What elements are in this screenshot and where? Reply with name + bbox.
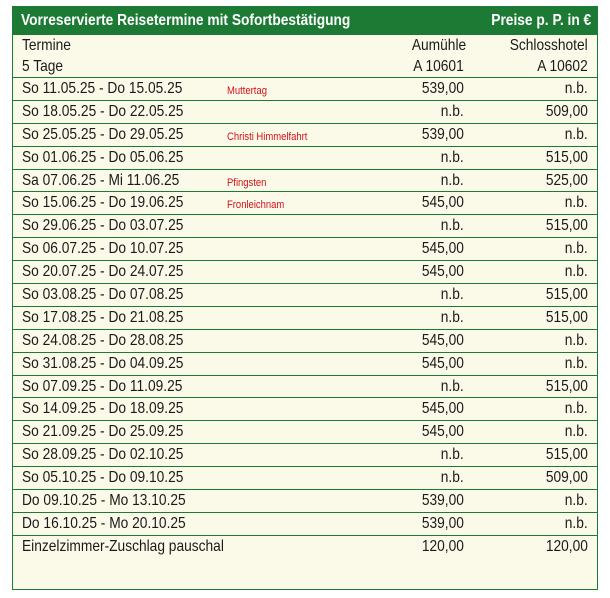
row-date-range: Do 16.10.25 - Mo 20.10.25 (22, 514, 186, 532)
row-price-hotel-a: 545,00 (421, 240, 464, 258)
row-date-range: So 11.05.25 - Do 15.05.25 (22, 80, 183, 97)
surcharge-price-b: 120,00 (545, 537, 588, 555)
row-price-hotel-b: 509,00 (545, 102, 588, 120)
column-header-hotel-a: Aumühle (411, 37, 466, 54)
table-row (13, 376, 597, 399)
row-price-hotel-b: n.b. (565, 80, 588, 97)
table-row (13, 284, 597, 307)
row-price-hotel-a: n.b. (441, 148, 464, 166)
row-holiday-note: Fronleichnam (227, 199, 285, 212)
row-price-hotel-a: n.b. (441, 171, 464, 189)
row-price-hotel-b: n.b. (565, 194, 588, 212)
column-header-row-2 (13, 56, 597, 78)
row-date-range: So 18.05.25 - Do 22.05.25 (22, 102, 184, 120)
row-price-hotel-b: 515,00 (545, 446, 588, 464)
column-header-row-1 (13, 35, 597, 56)
row-price-hotel-a: 539,00 (421, 492, 464, 510)
row-date-range: So 05.10.25 - Do 09.10.25 (22, 469, 184, 487)
row-price-hotel-a: 545,00 (421, 354, 464, 372)
row-price-hotel-a: 545,00 (421, 331, 464, 349)
row-date-range: So 21.09.25 - Do 25.09.25 (22, 423, 184, 441)
row-date-range: So 01.06.25 - Do 05.06.25 (22, 148, 184, 166)
row-price-hotel-b: 515,00 (545, 148, 588, 166)
row-date-range: Sa 07.06.25 - Mi 11.06.25 (22, 171, 180, 189)
price-note: Preise p. P. in € (491, 12, 591, 29)
row-date-range: So 29.06.25 - Do 03.07.25 (22, 217, 184, 235)
row-price-hotel-a: 539,00 (421, 80, 464, 97)
row-date-range: So 24.08.25 - Do 28.08.25 (22, 331, 184, 349)
row-price-hotel-b: n.b. (565, 263, 588, 281)
table-header-bar (13, 7, 597, 35)
row-price-hotel-a: n.b. (441, 217, 464, 235)
row-holiday-note: Pfingsten (227, 176, 267, 189)
row-price-hotel-b: 515,00 (545, 286, 588, 304)
row-holiday-note: Muttertag (227, 85, 267, 97)
row-date-range: So 20.07.25 - Do 24.07.25 (22, 263, 184, 281)
table-row (13, 467, 597, 490)
row-price-hotel-a: 545,00 (421, 263, 464, 281)
table-row (13, 101, 597, 124)
column-header-termine: Termine (22, 37, 71, 54)
table-row (13, 170, 597, 193)
row-price-hotel-b: 525,00 (545, 171, 588, 189)
table-row (13, 398, 597, 421)
row-price-hotel-b: n.b. (565, 354, 588, 372)
row-price-hotel-b: 515,00 (545, 217, 588, 235)
table-title: Vorreservierte Reisetermine mit Sofortbestätigung (21, 12, 351, 29)
surcharge-price-a: 120,00 (421, 537, 464, 555)
table-body (13, 78, 597, 536)
table-row (13, 513, 597, 536)
row-price-hotel-b: n.b. (565, 240, 588, 258)
row-price-hotel-a: 545,00 (421, 423, 464, 441)
row-price-hotel-a: n.b. (441, 308, 464, 326)
row-price-hotel-b: n.b. (565, 423, 588, 441)
row-price-hotel-a: 545,00 (421, 400, 464, 418)
table-row (13, 353, 597, 376)
table-row (13, 147, 597, 170)
table-row (13, 330, 597, 353)
row-date-range: So 06.07.25 - Do 10.07.25 (22, 240, 184, 258)
row-price-hotel-b: 509,00 (545, 469, 588, 487)
row-date-range: So 14.09.25 - Do 18.09.25 (22, 400, 184, 418)
row-price-hotel-a: n.b. (441, 469, 464, 487)
row-price-hotel-a: 539,00 (421, 514, 464, 532)
row-date-range: So 17.08.25 - Do 21.08.25 (22, 308, 184, 326)
row-price-hotel-b: 515,00 (545, 377, 588, 395)
column-header-code-b: A 10602 (537, 58, 588, 75)
price-table (13, 35, 597, 559)
row-date-range: So 07.09.25 - Do 11.09.25 (22, 377, 183, 395)
row-date-range: So 31.08.25 - Do 04.09.25 (22, 354, 184, 372)
table-row (13, 307, 597, 330)
table-row (13, 238, 597, 261)
surcharge-row (13, 536, 597, 559)
row-price-hotel-a: n.b. (441, 446, 464, 464)
row-date-range: So 25.05.25 - Do 29.05.25 (22, 125, 184, 143)
row-price-hotel-b: n.b. (565, 400, 588, 418)
column-header-hotel-b: Schlosshotel (509, 37, 588, 54)
column-header-code-a: A 10601 (413, 58, 464, 75)
table-row (13, 215, 597, 238)
column-header-days: 5 Tage (22, 58, 64, 75)
table-row (13, 261, 597, 284)
price-table-frame (12, 6, 598, 590)
table-row (13, 421, 597, 444)
table-row (13, 192, 597, 215)
row-date-range: So 28.09.25 - Do 02.10.25 (22, 446, 184, 464)
row-price-hotel-b: 515,00 (545, 308, 588, 326)
row-price-hotel-a: n.b. (441, 286, 464, 304)
table-row (13, 490, 597, 513)
row-price-hotel-b: n.b. (565, 125, 588, 143)
row-price-hotel-a: n.b. (441, 102, 464, 120)
row-price-hotel-a: 539,00 (421, 125, 464, 143)
row-price-hotel-b: n.b. (565, 492, 588, 510)
table-row (13, 444, 597, 467)
row-date-range: So 03.08.25 - Do 07.08.25 (22, 286, 184, 304)
surcharge-label: Einzelzimmer-Zuschlag pauschal (22, 537, 224, 555)
table-row (13, 124, 597, 147)
row-price-hotel-a: 545,00 (421, 194, 464, 212)
table-row (13, 78, 597, 101)
row-price-hotel-b: n.b. (565, 331, 588, 349)
row-price-hotel-b: n.b. (565, 514, 588, 532)
row-date-range: Do 09.10.25 - Mo 13.10.25 (22, 492, 186, 510)
row-date-range: So 15.06.25 - Do 19.06.25 (22, 194, 184, 212)
row-holiday-note: Christi Himmelfahrt (227, 130, 308, 143)
row-price-hotel-a: n.b. (441, 377, 464, 395)
